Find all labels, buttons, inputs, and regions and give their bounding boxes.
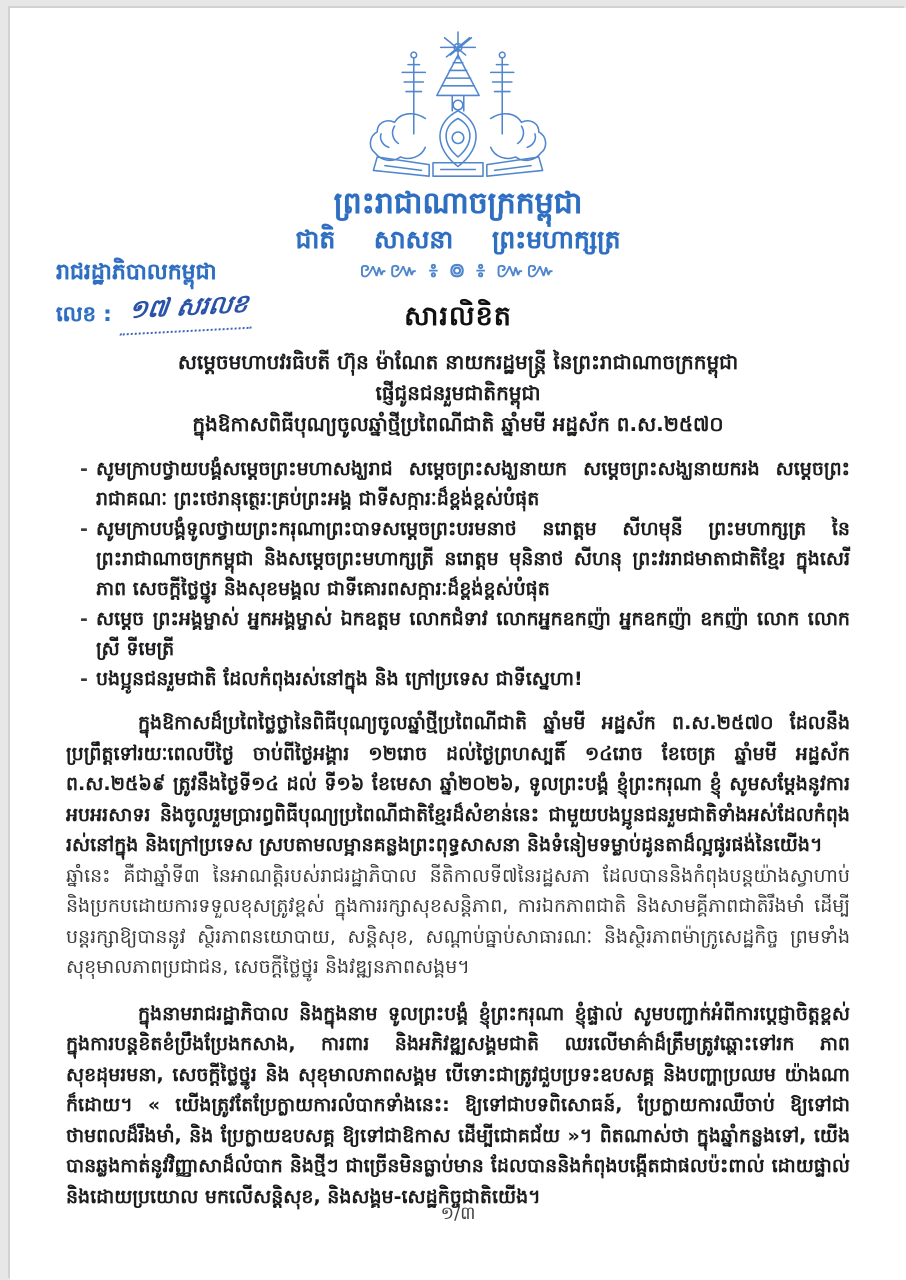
salutation-text: សម្តេច ព្រះអង្គម្ចាស់ អ្នកអង្គម្ចាស់ ឯកឧត្តម លោកជំទាវ លោកអ្នកឧកញ៉ា អ្នកឧកញ៉ា ឧកញ៉ា លោក លោកស្រី ទីមេត្រី — [96, 608, 850, 660]
kingdom-title: ព្រះរាជាណាចក្រកម្ពុជា — [333, 186, 583, 221]
dash-marker: - — [80, 608, 88, 630]
reference-number-label: លេខ : — [56, 302, 112, 326]
crest-lion-right — [491, 114, 546, 161]
reference-block — [56, 258, 356, 332]
royal-arms-of-cambodia-icon — [333, 30, 583, 182]
salutation-item — [66, 604, 850, 664]
subtitle-line-occasion: ក្នុងឱកាសពិធីបុណ្យចូលឆ្នាំថ្មីប្រពៃណីជាតិ ឆ្នាំមមី អដ្ឋស័ក ព.ស.២៥៧០ — [192, 412, 724, 436]
national-motto: ជាតិ សាសនា ព្រះមហាក្សត្រ — [295, 225, 621, 254]
salutation-text: សូមក្រាបថ្វាយបង្គំសម្តេចព្រះមហាសង្ឃរាជ សម្តេចព្រះសង្ឃនាយក សម្តេចព្រះសង្ឃនាយករង សម្តេចព្រះរាជាគណៈ ព្រះថេរានុត្ថេរៈគ្រប់ព្រះអង្គ ជាទីសក្ការៈដ៏ខ្ពង់ខ្ពស់បំផុត — [96, 458, 850, 510]
paragraph-greeting: ក្នុងឱកាសដ៏ប្រពៃថ្លៃថ្លានៃពិធីបុណ្យចូលឆ្នាំថ្មីប្រពៃណីជាតិ ឆ្នាំមមី អដ្ឋស័ក ព.ស.២៥៧០ ដែលនឹងប្រព្រឹត្តទៅរយៈពេលបីថ្ងៃ ចាប់ពីថ្ងៃអង្គារ ១២រោច ដល់ថ្ងៃព្រហស្បតិ៍ ១៤រោច ខែចេត្រ ឆ្នាំមមី អដ្ឋស័ក ព.ស.២៥៦៩ ត្រូវនឹងថ្ងៃទី១៤ ដល់ ទី១៦ ខែមេសា ឆ្នាំ២០២៦, ទូលព្រះបង្គំ ខ្ញុំព្រះករុណា ខ្ញុំ សូមសម្តែងនូវការអបអរសាទរ និងចូលរួមប្រារព្ធពិធីបុណ្យប្រពៃណីជាតិខ្មែរដ៏សំខាន់នេះ ជាមួយបងប្អូនជនរួមជាតិទាំងអស់ដែលកំពុងរស់នៅក្នុង និងក្រៅប្រទេស ស្របតាមលម្អានគន្លងព្រះពុទ្ធសាសនា និងទំនៀមទម្លាប់ដូនតាដ៏ល្អផូរផង់នៃយើង។ — [66, 712, 850, 856]
salutation-item — [66, 664, 850, 694]
crest-lion-left — [370, 114, 425, 161]
letterhead — [10, 30, 906, 182]
letter-body — [66, 454, 850, 1212]
crest-parasol-right — [491, 52, 514, 134]
letter-subtitle — [10, 347, 906, 440]
document-page — [10, 8, 906, 1280]
letter-title: សារលិខិត — [404, 301, 512, 332]
crest-spire — [437, 55, 479, 111]
salutation-text: បងប្អូនជនរួមជាតិ ដែលកំពុងរស់នៅក្នុង និង ក្រៅប្រទេស ជាទីស្នេហា! — [96, 668, 583, 690]
paragraph-mandate: ឆ្នាំនេះ គឺជាឆ្នាំទី៣ នៃអាណត្តិរបស់រាជរដ្ឋាភិបាល នីតិកាលទី៧នៃរដ្ឋសភា ដែលបាននិងកំពុងបន្តយ៉ាងស្វាហាប់ និងប្រកបដោយការទទួលខុសត្រូវខ្ពស់ ក្នុងការរក្សាសុខសន្តិភាព, ការឯកភាពជាតិ និងសាមគ្គីភាពជាតិរឹងមាំ ដើម្បីបន្តរក្សាឱ្យបាននូវ ស្ថិរភាពនយោបាយ, សន្តិសុខ, សណ្តាប់ធ្នាប់សាធារណៈ និងស្ថិរភាពម៉ាក្រូសេដ្ឋកិច្ច ព្រមទាំងសុខុមាលភាពប្រជាជន, សេចក្តីថ្លៃថ្នូរ និងវឌ្ឍនភាពសង្គម។ — [66, 864, 850, 978]
dash-marker: - — [80, 518, 88, 540]
salutation-item — [66, 514, 850, 604]
ornament-divider-icon: ៚៚ ៖ ៙ ៖ ៚៚ — [359, 258, 557, 282]
dash-marker: - — [80, 458, 88, 480]
subtitle-line-sender: សម្តេចមហាបវរធិបតី ហ៊ុន ម៉ាណែត នាយករដ្ឋមន្ត្រី នៃព្រះរាជាណាចក្រកម្ពុជា — [177, 350, 739, 374]
dash-marker: - — [80, 668, 88, 690]
reference-number-handwritten: ១៧ សរលខ — [119, 288, 255, 335]
crest-shield — [440, 111, 476, 167]
reference-number-line — [56, 288, 356, 332]
page-number: ១/៣ — [440, 1203, 476, 1224]
crest-parasol-left — [402, 52, 425, 134]
salutation-item — [66, 454, 850, 514]
salutation-list — [66, 454, 850, 694]
issuing-organization: រាជរដ្ឋាភិបាលកម្ពុជា — [56, 260, 217, 285]
paragraph-commitment: ក្នុងនាមរាជរដ្ឋាភិបាល និងក្នុងនាម ទូលព្រះបង្គំ ខ្ញុំព្រះករុណា ខ្ញុំផ្ទាល់ សូមបញ្ជាក់អំពីការប្តេជ្ញាចិត្តខ្ពស់ ក្នុងការបន្តខិតខំប្រឹងប្រែងកសាង, ការពារ និងអភិវឌ្ឍសង្គមជាតិ ឈរលើមាគ៌ាដ៏ត្រឹមត្រូវឆ្ពោះទៅរក ភាពសុខដុមរមនា, សេចក្តីថ្លៃថ្នូរ និង សុខុមាលភាពសង្គម បើទោះជាត្រូវជួបប្រទះឧបសគ្គ និងបញ្ហាប្រឈម យ៉ាងណាក៏ដោយ។ « យើងត្រូវតែប្រែក្លាយការលំបាកទាំងនេះ: ឱ្យទៅជាបទពិសោធន៍, ប្រែក្លាយការឈឺចាប់ ឱ្យទៅជាថាមពលដ៏រឹងមាំ, និង ប្រែក្លាយឧបសគ្គ ឱ្យទៅជាឱកាស ដើម្បីជោគជ័យ »។ ពិតណាស់ថា ក្នុងឆ្នាំកន្លងទៅ, យើងបានឆ្លងកាត់នូវវិញ្ញាសាដ៏លំបាក និងថ្មីៗ ជាច្រើនមិនធ្លាប់មាន ដែលបាននិងកំពុងបង្កើតជាផលប៉ះពាល់ ដោយផ្ទាល់ និងដោយប្រយោល មកលើសន្តិសុខ, និងសង្គម-សេដ្ឋកិច្ចជាតិយើង។ — [66, 1002, 850, 1208]
subtitle-line-recipient: ផ្ញើជូនជនរួមជាតិកម្ពុជា — [375, 381, 541, 405]
paragraph-section — [66, 708, 850, 1212]
salutation-text: សូមក្រាបបង្គំទូលថ្វាយព្រះករុណាព្រះបាទសម្តេចព្រះបរមនាថ នរោត្តម សីហមុនី ព្រះមហាក្សត្រ នៃព្រះរាជាណាចក្រកម្ពុជា និងសម្តេចព្រះមហាក្សត្រី នរោត្តម មុនិនាថ សីហនុ ព្រះវររាជមាតាជាតិខ្មែរ ក្នុងសេរីភាព សេចក្តីថ្លៃថ្នូរ និងសុខមង្គល ជាទីគោរពសក្ការៈដ៏ខ្ពង់ខ្ពស់បំផុត — [96, 518, 850, 600]
